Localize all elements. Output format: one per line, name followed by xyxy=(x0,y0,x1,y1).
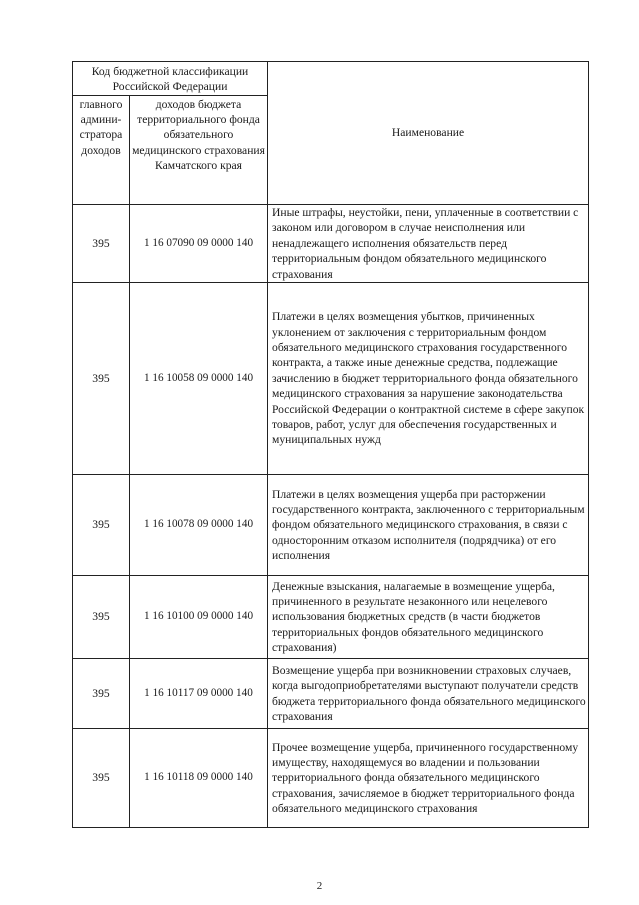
income-code-cell: 1 16 10118 09 0000 140 xyxy=(130,729,268,828)
page-number: 2 xyxy=(316,880,323,892)
income-name-cell: Иные штрафы, неустойки, пени, уплаченные в соответствии с законом или договором в случае неисполнения или ненадлежащего исполнения обязательств перед территориальным фондом обязательного медицинского страхования xyxy=(268,205,589,283)
admin-code-cell: 395 xyxy=(73,205,130,283)
income-code-cell: 1 16 10117 09 0000 140 xyxy=(130,659,268,729)
admin-code-cell: 395 xyxy=(73,475,130,576)
budget-classification-table xyxy=(72,61,589,828)
table-row xyxy=(73,659,589,729)
admin-code-cell: 395 xyxy=(73,729,130,828)
income-name-cell: Прочее возмещение ущерба, причиненного государственному имуществу, находящемуся во владении и пользовании территориального фонда обязательного медицинского страхования, зачисляемое в бюджет территориального фонда обязательного медицинского страхования xyxy=(268,729,589,828)
income-name-cell: Возмещение ущерба при возникновении страховых случаев, когда выгодоприобретателями выступают получатели средств бюджета территориального фонда обязательного медицинского страхования xyxy=(268,659,589,729)
income-code-cell: 1 16 10078 09 0000 140 xyxy=(130,475,268,576)
income-name-cell: Платежи в целях возмещения ущерба при расторжении государственного контракта, заключенного с территориальным фондом обязательного медицинского страхования, в связи с односторонним отказом исполнителя (подрядчика) от его исполнения xyxy=(268,475,589,576)
header-admin-column: главного админи-стратора доходов xyxy=(73,96,130,205)
table-row xyxy=(73,283,589,475)
table-row xyxy=(73,475,589,576)
header-name-column: Наименование xyxy=(268,62,589,205)
income-code-cell: 1 16 10100 09 0000 140 xyxy=(130,576,268,659)
admin-code-cell: 395 xyxy=(73,659,130,729)
income-code-cell: 1 16 07090 09 0000 140 xyxy=(130,205,268,283)
income-name-cell: Платежи в целях возмещения убытков, причиненных уклонением от заключения с территориальным фондом обязательного медицинского страхования государственного контракта, а также иные денежные средства, подлежащие зачислению в бюджет территориального фонда обязательного медицинского страхования за нарушение законодательства Российской Федерации о контрактной системе в сфере закупок товаров, работ, услуг для обеспечения государственных и муниципальных нужд xyxy=(268,283,589,475)
table-row xyxy=(73,205,589,283)
income-code-cell: 1 16 10058 09 0000 140 xyxy=(130,283,268,475)
admin-code-cell: 395 xyxy=(73,283,130,475)
header-row-top xyxy=(73,62,589,96)
header-group-title: Код бюджетной классификации Российской Федерации xyxy=(73,62,268,96)
table-row xyxy=(73,729,589,828)
header-code-column: доходов бюджета территориального фонда обязательного медицинского страхования Камчатского края xyxy=(130,96,268,205)
admin-code-cell: 395 xyxy=(73,576,130,659)
table-row xyxy=(73,576,589,659)
income-name-cell: Денежные взыскания, налагаемые в возмещение ущерба, причиненного в результате незаконного или нецелевого использования бюджетных средств (в части бюджетов территориальных фондов обязательного медицинского страхования) xyxy=(268,576,589,659)
